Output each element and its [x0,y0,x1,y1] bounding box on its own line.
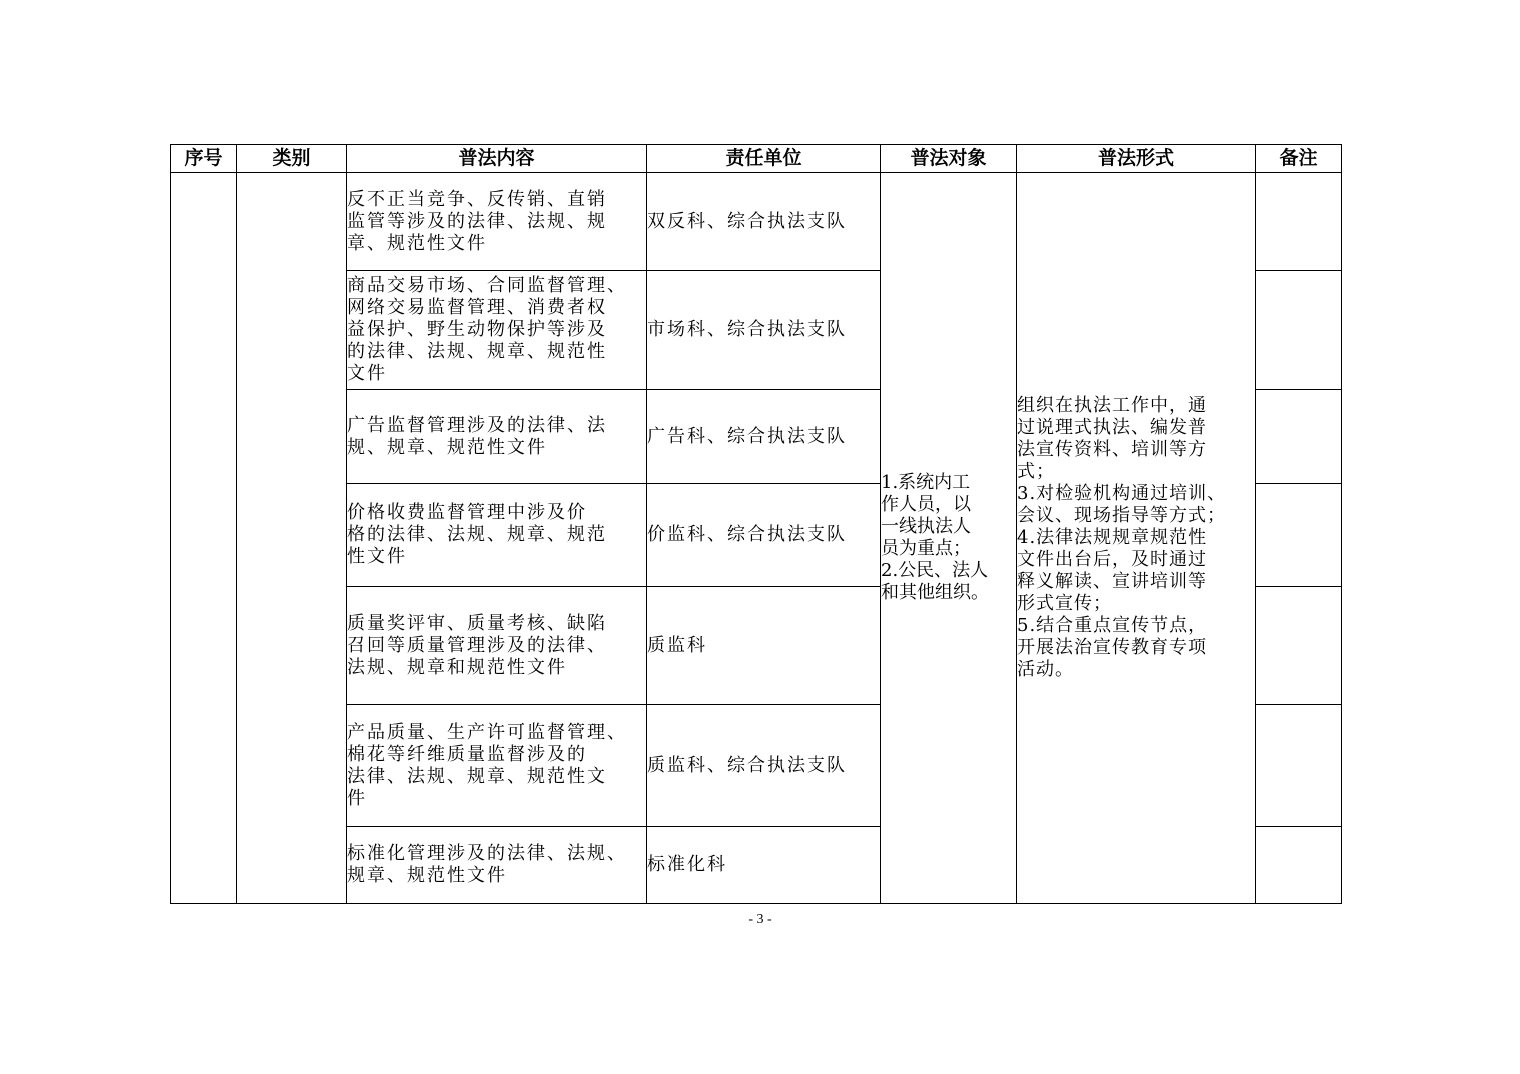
seq-cell [171,173,237,904]
header-target: 普法对象 [881,145,1017,173]
remark-cell [1256,173,1342,271]
category-cell [237,173,347,904]
page-number: - 3 - [748,912,772,927]
header-content: 普法内容 [347,145,647,173]
content-cell: 反不正当竞争、反传销、直销 监管等涉及的法律、法规、规 章、规范性文件 [347,173,647,271]
remark-cell [1256,271,1342,390]
unit-cell: 双反科、综合执法支队 [647,173,881,271]
header-seq: 序号 [171,145,237,173]
unit-cell: 标准化科 [647,827,881,904]
unit-cell: 质监科、综合执法支队 [647,705,881,827]
header-unit: 责任单位 [647,145,881,173]
header-form: 普法形式 [1017,145,1256,173]
remark-cell [1256,587,1342,705]
content-cell: 产品质量、生产许可监督管理、 棉花等纤维质量监督涉及的 法律、法规、规章、规范性文 件 [347,705,647,827]
table-row [171,173,1342,271]
content-cell: 质量奖评审、质量考核、缺陷 召回等质量管理涉及的法律、 法规、规章和规范性文件 [347,587,647,705]
remark-cell [1256,827,1342,904]
content-cell: 商品交易市场、合同监督管理、 网络交易监督管理、消费者权 益保护、野生动物保护等涉及 的法律、法规、规章、规范性 文件 [347,271,647,390]
legal-education-table [170,144,1342,904]
unit-cell: 价监科、综合执法支队 [647,484,881,587]
unit-cell: 广告科、综合执法支队 [647,390,881,484]
content-cell: 价格收费监督管理中涉及价 格的法律、法规、规章、规范 性文件 [347,484,647,587]
remark-cell [1256,705,1342,827]
unit-cell: 市场科、综合执法支队 [647,271,881,390]
target-cell: 1.系统内工 作人员，以 一线执法人 员为重点； 2.公民、法人 和其他组织。 [881,173,1017,904]
content-cell: 标准化管理涉及的法律、法规、 规章、规范性文件 [347,827,647,904]
header-remark: 备注 [1256,145,1342,173]
content-cell: 广告监督管理涉及的法律、法 规、规章、规范性文件 [347,390,647,484]
unit-cell: 质监科 [647,587,881,705]
form-cell: 组织在执法工作中，通 过说理式执法、编发普 法宣传资料、培训等方 式； 3.对检验机构通过培训、 会议、现场指导等方式； 4.法律法规规章规范性 文件出台后，及时通过 释义解读、宣讲培训等 形式宣传； 5.结合重点宣传节点， 开展法治宣传教育专项 活动。 [1017,173,1256,904]
remark-cell [1256,390,1342,484]
table-header-row [171,145,1342,173]
header-category: 类别 [237,145,347,173]
remark-cell [1256,484,1342,587]
